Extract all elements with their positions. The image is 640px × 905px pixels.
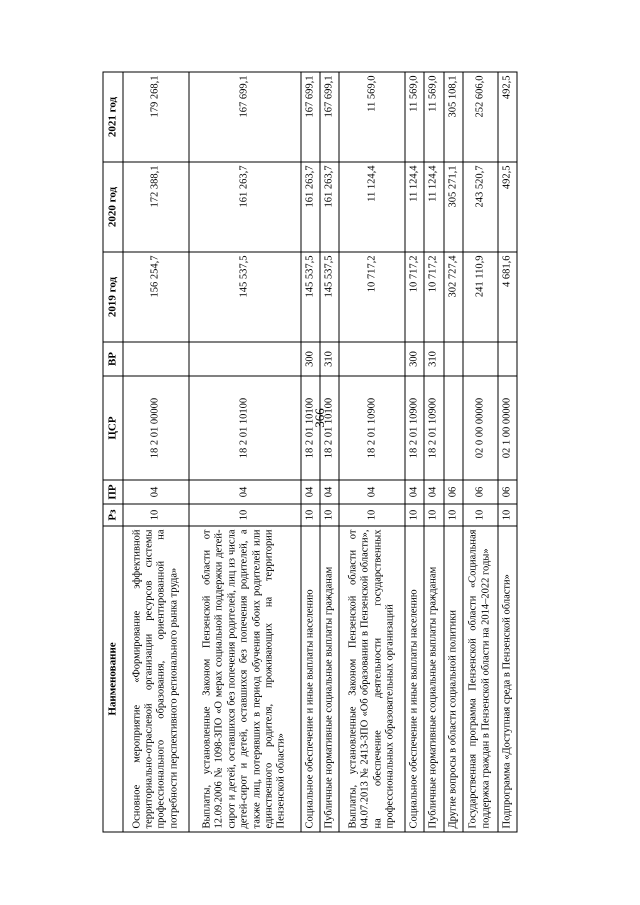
row-pr: 04 bbox=[405, 480, 424, 504]
row-2021: 167 699,1 bbox=[320, 72, 339, 162]
row-2021: 167 699,1 bbox=[188, 72, 300, 162]
row-2020: 11 124,4 bbox=[405, 162, 424, 252]
header-2020: 2020 год bbox=[103, 162, 123, 252]
row-2019: 10 717,2 bbox=[424, 252, 443, 342]
row-csr: 18 2 01 10100 bbox=[320, 376, 339, 480]
row-name: Подпрограмма «Доступная среда в Пензенской области» bbox=[497, 526, 516, 832]
row-rz: 10 bbox=[123, 504, 189, 526]
header-name: Наименование bbox=[103, 526, 123, 832]
row-2019: 302 727,4 bbox=[443, 252, 462, 342]
row-2020: 492,5 bbox=[497, 162, 516, 252]
row-name: Выплаты, установленные Законом Пензенской области от 12.09.2006 № 1098-ЗПО «О мерах социальной поддержки детей-сирот и детей, оставшихся без попечения родителей, лиц из числа детей-сирот и детей, оставшихся без попечения родителей, а также лиц, потерявших в период обучения обоих родителей или единственного родителя, проживающих на территории Пензенской области» bbox=[188, 526, 300, 832]
row-vr bbox=[188, 342, 300, 376]
row-csr: 18 2 01 00000 bbox=[123, 376, 189, 480]
row-rz: 10 bbox=[497, 504, 516, 526]
budget-table bbox=[102, 72, 517, 833]
row-rz: 10 bbox=[462, 504, 497, 526]
table-row bbox=[424, 72, 443, 832]
row-pr: 04 bbox=[300, 480, 319, 504]
table-row bbox=[188, 72, 300, 832]
header-row bbox=[103, 72, 123, 832]
row-2019: 156 254,7 bbox=[123, 252, 189, 342]
row-csr: 18 2 01 10900 bbox=[405, 376, 424, 480]
row-rz: 10 bbox=[443, 504, 462, 526]
row-2019: 145 537,5 bbox=[320, 252, 339, 342]
row-csr: 18 2 01 10100 bbox=[300, 376, 319, 480]
row-vr: 310 bbox=[320, 342, 339, 376]
row-2019: 10 717,2 bbox=[405, 252, 424, 342]
row-name: Публичные нормативные социальные выплаты гражданам bbox=[424, 526, 443, 832]
row-vr bbox=[443, 342, 462, 376]
table-row bbox=[123, 72, 189, 832]
header-pr: ПР bbox=[103, 480, 123, 504]
row-csr: 18 2 01 10100 bbox=[188, 376, 300, 480]
row-2021: 252 606,0 bbox=[462, 72, 497, 162]
row-vr bbox=[339, 342, 405, 376]
row-2021: 11 569,0 bbox=[424, 72, 443, 162]
header-2021: 2021 год bbox=[103, 72, 123, 162]
row-vr bbox=[123, 342, 189, 376]
row-2021: 11 569,0 bbox=[339, 72, 405, 162]
row-csr bbox=[443, 376, 462, 480]
row-2020: 11 124,4 bbox=[339, 162, 405, 252]
row-vr: 300 bbox=[405, 342, 424, 376]
row-2020: 161 263,7 bbox=[320, 162, 339, 252]
row-2020: 161 263,7 bbox=[300, 162, 319, 252]
row-name: Социальное обеспечение и иные выплаты населению bbox=[300, 526, 319, 832]
row-2020: 161 263,7 bbox=[188, 162, 300, 252]
row-rz: 10 bbox=[188, 504, 300, 526]
row-csr: 02 1 00 00000 bbox=[497, 376, 516, 480]
row-rz: 10 bbox=[424, 504, 443, 526]
page-number: 366 bbox=[312, 408, 327, 428]
row-2019: 145 537,5 bbox=[300, 252, 319, 342]
budget-table-container bbox=[102, 73, 517, 833]
row-2020: 11 124,4 bbox=[424, 162, 443, 252]
row-2019: 241 110,9 bbox=[462, 252, 497, 342]
row-pr: 06 bbox=[497, 480, 516, 504]
row-csr: 02 0 00 00000 bbox=[462, 376, 497, 480]
row-name: Основное мероприятие «Формирование эффективной территориально-отраслевой организации ресурсов системы профессионального образования, ориентированной на потребности перспективного регионального рынка труда» bbox=[123, 526, 189, 832]
row-vr: 300 bbox=[300, 342, 319, 376]
row-pr: 06 bbox=[443, 480, 462, 504]
header-rz: Рз bbox=[103, 504, 123, 526]
row-pr: 04 bbox=[123, 480, 189, 504]
row-2020: 243 520,7 bbox=[462, 162, 497, 252]
row-rz: 10 bbox=[300, 504, 319, 526]
row-pr: 04 bbox=[320, 480, 339, 504]
header-2019: 2019 год bbox=[103, 252, 123, 342]
row-2019: 4 681,6 bbox=[497, 252, 516, 342]
table-row bbox=[300, 72, 319, 832]
row-rz: 10 bbox=[339, 504, 405, 526]
row-csr: 18 2 01 10900 bbox=[339, 376, 405, 480]
row-name: Публичные нормативные социальные выплаты гражданам bbox=[320, 526, 339, 832]
row-name: Социальное обеспечение и иные выплаты населению bbox=[405, 526, 424, 832]
table-row bbox=[462, 72, 497, 832]
row-vr: 310 bbox=[424, 342, 443, 376]
row-vr bbox=[462, 342, 497, 376]
table-row bbox=[405, 72, 424, 832]
row-rz: 10 bbox=[320, 504, 339, 526]
row-vr bbox=[497, 342, 516, 376]
row-2020: 172 388,1 bbox=[123, 162, 189, 252]
row-pr: 04 bbox=[188, 480, 300, 504]
row-2021: 305 108,1 bbox=[443, 72, 462, 162]
row-name: Другие вопросы в области социальной политики bbox=[443, 526, 462, 832]
header-csr: ЦСР bbox=[103, 376, 123, 480]
row-2021: 167 699,1 bbox=[300, 72, 319, 162]
row-csr: 18 2 01 10900 bbox=[424, 376, 443, 480]
row-2020: 305 271,1 bbox=[443, 162, 462, 252]
table-row bbox=[339, 72, 405, 832]
row-2021: 11 569,0 bbox=[405, 72, 424, 162]
row-rz: 10 bbox=[405, 504, 424, 526]
row-pr: 06 bbox=[462, 480, 497, 504]
row-2021: 179 268,1 bbox=[123, 72, 189, 162]
row-pr: 04 bbox=[339, 480, 405, 504]
table-row bbox=[320, 72, 339, 832]
row-name: Выплаты, установленные Законом Пензенской области от 04.07.2013 № 2413-ЗПО «Об образовании в Пензенской области», на обеспечение деятельности государственных профессиональных образовательных организаций bbox=[339, 526, 405, 832]
table-row bbox=[443, 72, 462, 832]
row-2019: 145 537,5 bbox=[188, 252, 300, 342]
row-2019: 10 717,2 bbox=[339, 252, 405, 342]
table-row bbox=[497, 72, 516, 832]
row-2021: 492,5 bbox=[497, 72, 516, 162]
header-vr: ВР bbox=[103, 342, 123, 376]
row-pr: 04 bbox=[424, 480, 443, 504]
row-name: Государственная программа Пензенской области «Социальная поддержка граждан в Пензенской области на 2014–2022 годы» bbox=[462, 526, 497, 832]
